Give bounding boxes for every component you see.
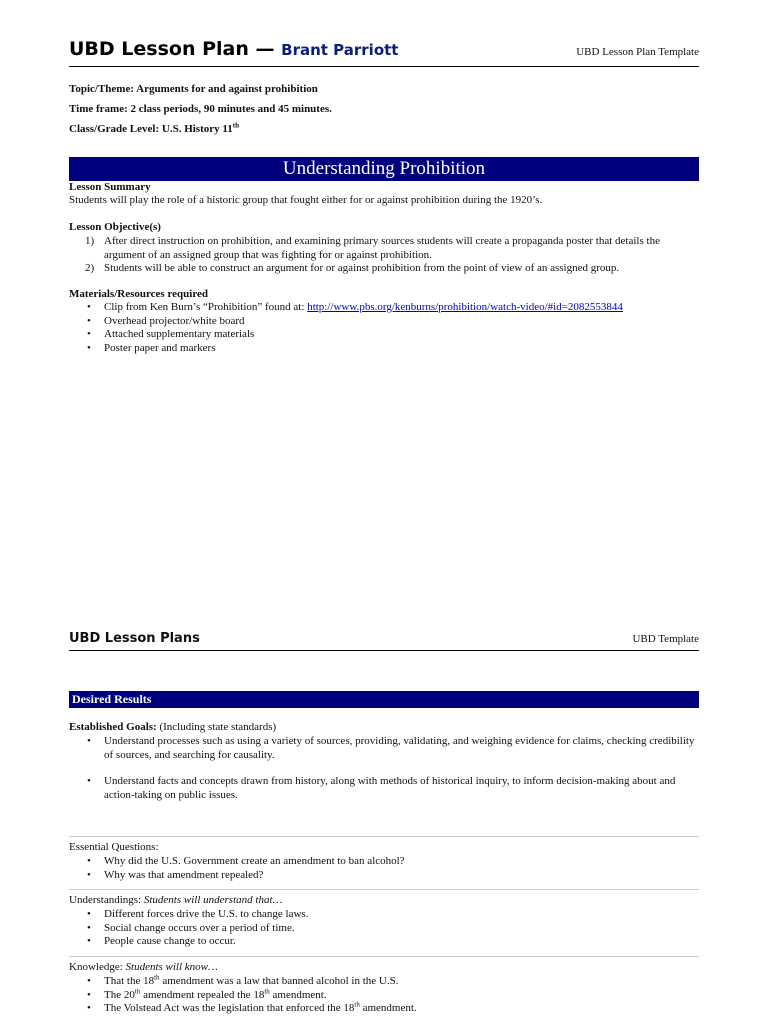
material-item: • Overhead projector/white board bbox=[69, 315, 699, 329]
material-item: • Attached supplementary materials bbox=[69, 328, 699, 342]
objective-number: 2) bbox=[85, 262, 95, 274]
goal-item: • Understand processes such as using a variety of sources, providing, validating, and weighing evidence for claims, checking credibility of sources, and searching for causality. bbox=[69, 735, 699, 762]
document-title bbox=[69, 38, 398, 60]
summary-label: Lesson Summary bbox=[69, 181, 151, 193]
objectives-list bbox=[69, 235, 699, 276]
knowledge-item: • That the 18th amendment was a law that banned alcohol in the U.S. bbox=[69, 975, 699, 989]
eq-item: • Why was that amendment repealed? bbox=[69, 869, 699, 883]
author-name: Brant Parriott bbox=[281, 41, 399, 59]
knowledge-item: • The Volstead Act was the legislation that enforced the 18th amendment. bbox=[69, 1002, 699, 1016]
divider bbox=[69, 889, 699, 890]
template-label: UBD Lesson Plan Template bbox=[576, 46, 699, 58]
grade-sup: th bbox=[232, 121, 240, 130]
objective-number: 1) bbox=[85, 235, 95, 247]
title-text: UBD Lesson Plan bbox=[69, 38, 249, 60]
material-item: • Poster paper and markers bbox=[69, 342, 699, 356]
objective-text: After direct instruction on prohibition, and examining primary sources students will create a propaganda poster that details the argument of an assigned group that was fighting for or against prohibition. bbox=[104, 235, 660, 261]
understanding-item: • Social change occurs over a period of time. bbox=[69, 922, 699, 936]
objective-item bbox=[69, 235, 699, 262]
divider bbox=[69, 956, 699, 957]
grade-text: Class/Grade Level: U.S. History 11 bbox=[69, 123, 233, 135]
clip-link[interactable]: http://www.pbs.org/kenburns/prohibition/watch-video/#id=2082553844 bbox=[307, 301, 623, 313]
materials-list bbox=[69, 301, 699, 355]
understandings-heading bbox=[69, 894, 282, 908]
objective-item bbox=[69, 262, 699, 276]
goals-list bbox=[69, 735, 699, 802]
knowledge-heading bbox=[69, 961, 218, 975]
desired-results-label: Desired Results bbox=[72, 692, 152, 706]
desired-results-band bbox=[69, 691, 699, 708]
eq-list bbox=[69, 855, 699, 882]
page2-template-label: UBD Template bbox=[632, 633, 699, 645]
knowledge-item: • The 20th amendment repealed the 18th amendment. bbox=[69, 989, 699, 1003]
understandings-prompt: Students will understand that… bbox=[143, 894, 283, 906]
topic-line: Topic/Theme: Arguments for and against prohibition bbox=[69, 83, 318, 95]
eq-item: • Why did the U.S. Government create an amendment to ban alcohol? bbox=[69, 855, 699, 869]
understandings-label: Understandings: bbox=[69, 894, 144, 906]
summary-text: Students will play the role of a historic group that fought either for or against prohibition during the 1920’s. bbox=[69, 194, 543, 206]
goals-label: Established Goals: bbox=[69, 721, 157, 733]
clip-prefix: Clip from Ken Burn’s “Prohibition” found at: bbox=[104, 301, 308, 313]
knowledge-list bbox=[69, 975, 699, 1016]
objective-text: Students will be able to construct an argument for or against prohibition from the point of view of an assigned group. bbox=[104, 262, 620, 274]
understanding-item: • Different forces drive the U.S. to change laws. bbox=[69, 908, 699, 922]
header-rule bbox=[69, 66, 699, 67]
timeframe-line: Time frame: 2 class periods, 90 minutes and 45 minutes. bbox=[69, 103, 332, 115]
objectives-label: Lesson Objective(s) bbox=[69, 221, 161, 233]
goals-note: (Including state standards) bbox=[156, 721, 277, 733]
lesson-banner: Understanding Prohibition bbox=[69, 157, 699, 181]
title-dash: — bbox=[255, 38, 275, 60]
eq-label: Essential Questions: bbox=[69, 841, 159, 853]
knowledge-label: Knowledge: bbox=[69, 961, 126, 973]
grade-line bbox=[69, 123, 239, 135]
materials-label: Materials/Resources required bbox=[69, 288, 209, 300]
goal-item: • Understand facts and concepts drawn from history, along with methods of historical inquiry, to inform decision-making about and action-taking on public issues. bbox=[69, 775, 699, 802]
goals-heading bbox=[69, 721, 276, 735]
knowledge-prompt: Students will know… bbox=[125, 961, 218, 973]
page2-title: UBD Lesson Plans bbox=[69, 631, 200, 646]
page2-rule bbox=[69, 650, 699, 651]
understandings-list bbox=[69, 908, 699, 949]
material-item bbox=[69, 301, 699, 315]
understanding-item: • People cause change to occur. bbox=[69, 935, 699, 949]
divider bbox=[69, 836, 699, 837]
